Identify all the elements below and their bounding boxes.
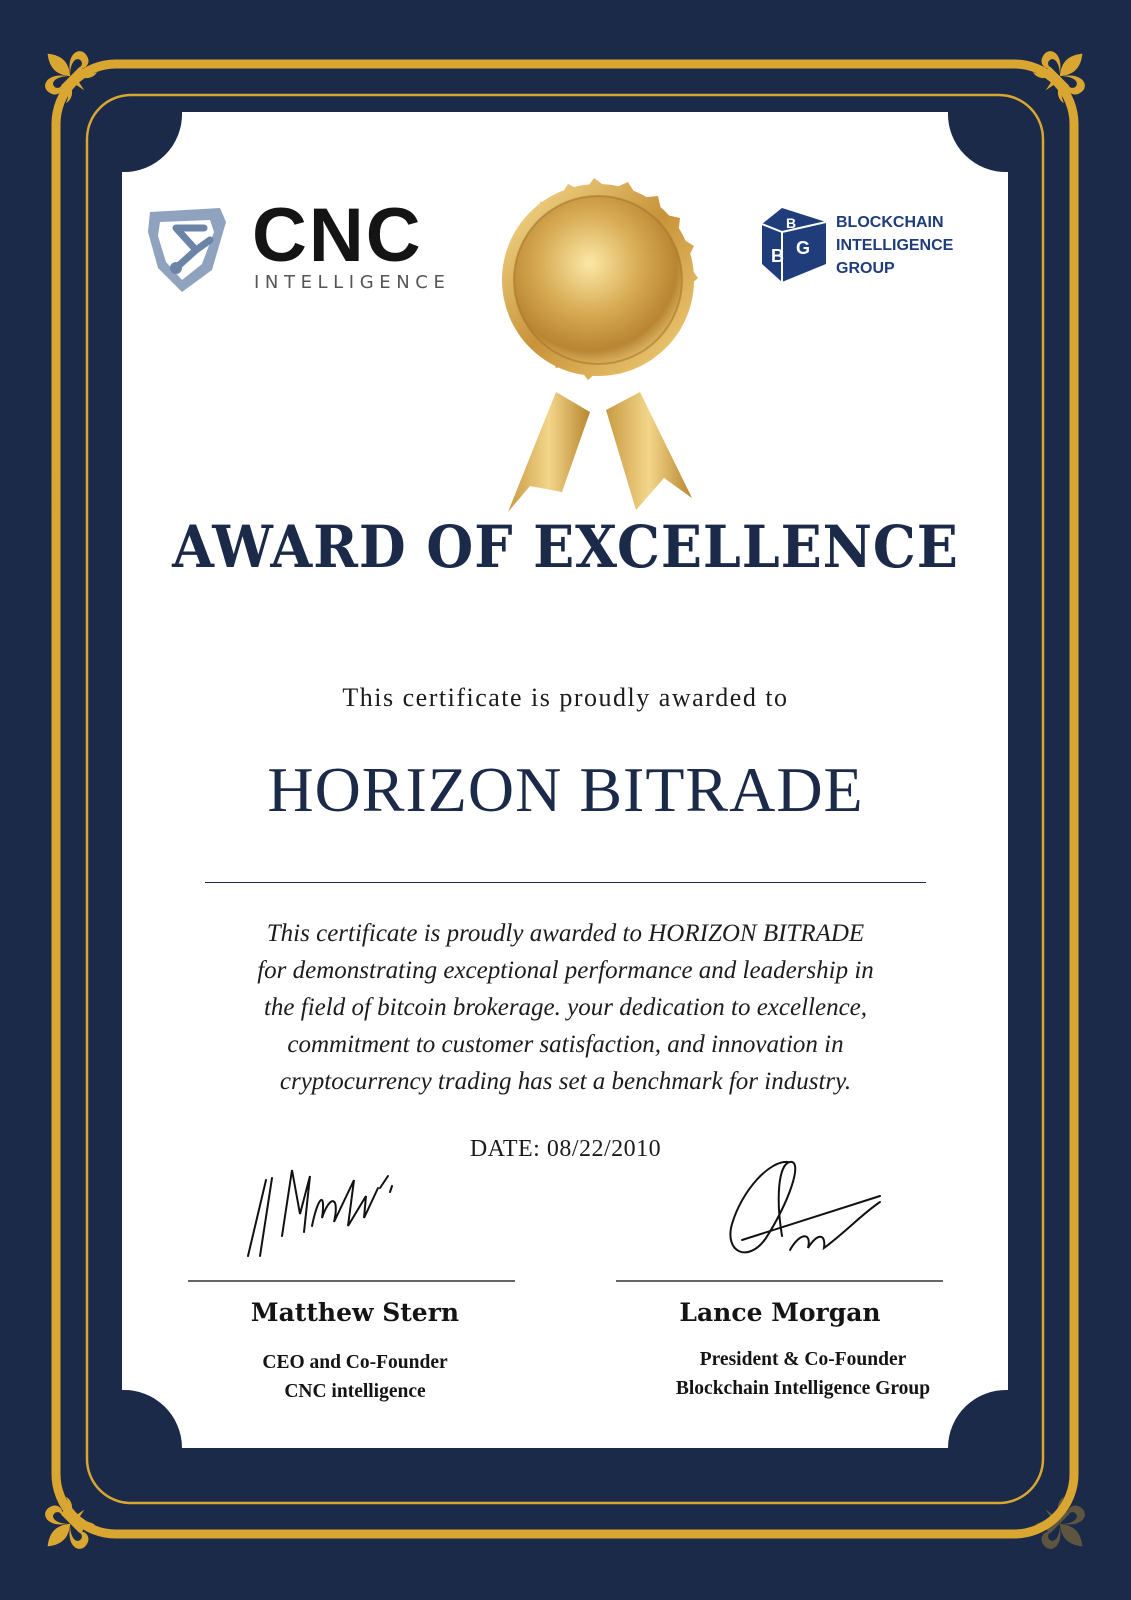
signatory-role-line: President & Co-Founder xyxy=(699,1349,907,1370)
svg-text:B: B xyxy=(786,215,797,231)
signatory-name: Matthew Stern xyxy=(250,1298,460,1327)
signatory-name: Lance Morgan xyxy=(679,1298,881,1327)
award-date: DATE: 08/22/2010 xyxy=(469,1136,662,1162)
recipient-name: HORIZON BITRADE xyxy=(267,754,864,825)
cnc-logo-subtitle: INTELLIGENCE xyxy=(254,272,451,293)
svg-text:G: G xyxy=(796,238,811,258)
body-line: for demonstrating exceptional performance and leadership in xyxy=(257,957,874,984)
signatory-role xyxy=(165,1348,545,1406)
bbg-logo-line-2: INTELLIGENCE xyxy=(836,237,954,254)
certificate-body xyxy=(200,915,931,1100)
body-line: commitment to customer satisfaction, and innovation in xyxy=(287,1031,844,1058)
recipient-underline xyxy=(205,882,926,883)
body-line: This certificate is proudly awarded to HORIZON BITRADE xyxy=(266,920,865,947)
bbg-logo-line-3: GROUP xyxy=(836,260,895,277)
body-line: the field of bitcoin brokerage. your dedication to excellence, xyxy=(263,994,868,1021)
signatory-role-line: CEO and Co-Founder xyxy=(262,1352,448,1373)
svg-text:B: B xyxy=(771,246,784,266)
signatory-role xyxy=(613,1345,993,1403)
bbg-logo-line-1: BLOCKCHAIN xyxy=(836,214,944,231)
certificate-title: AWARD OF EXCELLENCE xyxy=(172,513,959,581)
certificate-intro: This certificate is proudly awarded to xyxy=(342,683,789,712)
body-line: cryptocurrency trading has set a benchmark for industry. xyxy=(279,1068,852,1095)
signatory-role-line: CNC intelligence xyxy=(284,1381,426,1402)
signatory-role-line: Blockchain Intelligence Group xyxy=(675,1378,931,1399)
cnc-logo-wordmark: CNC xyxy=(252,193,423,278)
